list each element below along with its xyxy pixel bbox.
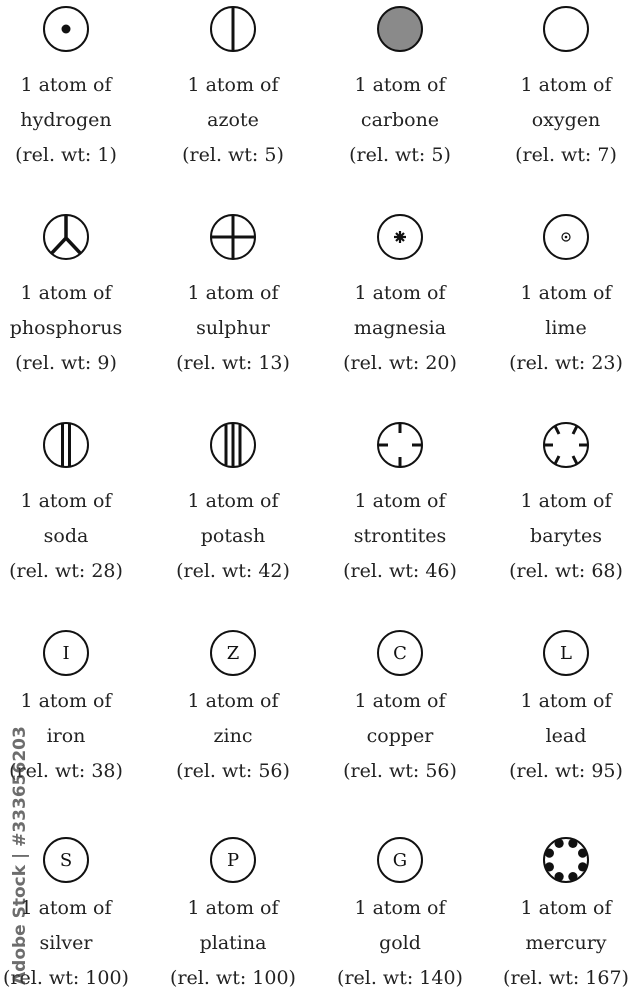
relative-weight: (rel. wt: 100) bbox=[3, 967, 129, 989]
element-name: strontites bbox=[353, 525, 447, 547]
relative-weight: (rel. wt: 56) bbox=[176, 760, 290, 782]
atom-label: 1 atom of bbox=[20, 690, 112, 712]
relative-weight: (rel. wt: 140) bbox=[337, 967, 463, 989]
atom-label: 1 atom of bbox=[20, 74, 112, 96]
element-carbone bbox=[321, 4, 479, 173]
element-soda bbox=[0, 420, 145, 589]
relative-weight: (rel. wt: 38) bbox=[9, 760, 123, 782]
element-name: magnesia bbox=[353, 317, 447, 339]
lead-symbol-icon bbox=[541, 628, 591, 678]
azote-symbol-icon bbox=[208, 4, 258, 54]
element-barytes bbox=[487, 420, 632, 589]
relative-weight: (rel. wt: 56) bbox=[343, 760, 457, 782]
element-name: phosphorus bbox=[9, 317, 123, 339]
element-gold bbox=[321, 835, 479, 996]
element-phosphorus bbox=[0, 212, 145, 381]
iron-symbol-icon bbox=[41, 628, 91, 678]
relative-weight: (rel. wt: 100) bbox=[170, 967, 296, 989]
element-name: carbone bbox=[360, 109, 440, 131]
atom-label: 1 atom of bbox=[520, 282, 612, 304]
element-platina bbox=[154, 835, 312, 996]
relative-weight: (rel. wt: 28) bbox=[9, 560, 123, 582]
atom-label: 1 atom of bbox=[354, 74, 446, 96]
relative-weight: (rel. wt: 1) bbox=[15, 144, 117, 166]
svg-text:Z: Z bbox=[226, 643, 240, 664]
relative-weight: (rel. wt: 95) bbox=[509, 760, 623, 782]
element-name: barytes bbox=[530, 525, 602, 547]
element-zinc bbox=[154, 628, 312, 789]
element-name: sulphur bbox=[196, 317, 270, 339]
element-name: copper bbox=[366, 725, 434, 747]
platina-symbol-icon bbox=[208, 835, 258, 885]
atom-label: 1 atom of bbox=[20, 897, 112, 919]
hydrogen-symbol-icon bbox=[41, 4, 91, 54]
phosphorus-symbol-icon bbox=[41, 212, 91, 262]
oxygen-symbol-icon bbox=[541, 4, 591, 54]
element-magnesia bbox=[321, 212, 479, 381]
element-name: azote bbox=[207, 109, 259, 131]
strontites-symbol-icon bbox=[375, 420, 425, 470]
lime-symbol-icon bbox=[541, 212, 591, 262]
atom-label: 1 atom of bbox=[20, 282, 112, 304]
atom-label: 1 atom of bbox=[520, 490, 612, 512]
atom-label: 1 atom of bbox=[187, 490, 279, 512]
atom-label: 1 atom of bbox=[354, 490, 446, 512]
element-name: iron bbox=[46, 725, 86, 747]
carbone-symbol-icon bbox=[375, 4, 425, 54]
element-potash bbox=[154, 420, 312, 589]
atom-label: 1 atom of bbox=[187, 74, 279, 96]
element-name: oxygen bbox=[531, 109, 601, 131]
relative-weight: (rel. wt: 7) bbox=[515, 144, 617, 166]
element-sulphur bbox=[154, 212, 312, 381]
element-name: lime bbox=[545, 317, 587, 339]
silver-symbol-icon bbox=[41, 835, 91, 885]
element-name: silver bbox=[39, 932, 93, 954]
atom-label: 1 atom of bbox=[187, 282, 279, 304]
copper-symbol-icon bbox=[375, 628, 425, 678]
relative-weight: (rel. wt: 5) bbox=[182, 144, 284, 166]
svg-text:L: L bbox=[560, 643, 572, 664]
atom-label: 1 atom of bbox=[520, 74, 612, 96]
element-name: zinc bbox=[213, 725, 253, 747]
svg-text:C: C bbox=[393, 643, 407, 664]
svg-text:P: P bbox=[226, 850, 240, 871]
relative-weight: (rel. wt: 5) bbox=[349, 144, 451, 166]
element-name: gold bbox=[379, 932, 421, 954]
relative-weight: (rel. wt: 167) bbox=[503, 967, 629, 989]
gold-symbol-icon bbox=[375, 835, 425, 885]
element-azote bbox=[154, 4, 312, 173]
barytes-symbol-icon bbox=[541, 420, 591, 470]
magnesia-symbol-icon bbox=[375, 212, 425, 262]
svg-text:G: G bbox=[392, 850, 408, 871]
atom-label: 1 atom of bbox=[187, 690, 279, 712]
element-mercury bbox=[487, 835, 632, 996]
relative-weight: (rel. wt: 68) bbox=[509, 560, 623, 582]
element-lime bbox=[487, 212, 632, 381]
element-copper bbox=[321, 628, 479, 789]
atom-label: 1 atom of bbox=[354, 897, 446, 919]
atom-label: 1 atom of bbox=[354, 690, 446, 712]
atom-label: 1 atom of bbox=[187, 897, 279, 919]
relative-weight: (rel. wt: 20) bbox=[343, 352, 457, 374]
element-lead bbox=[487, 628, 632, 789]
mercury-symbol-icon bbox=[541, 835, 591, 885]
svg-text:I: I bbox=[62, 643, 70, 664]
sulphur-symbol-icon bbox=[208, 212, 258, 262]
potash-symbol-icon bbox=[208, 420, 258, 470]
element-oxygen bbox=[487, 4, 632, 173]
relative-weight: (rel. wt: 42) bbox=[176, 560, 290, 582]
watermark: Adobe Stock | #333656203 bbox=[10, 726, 30, 985]
atom-label: 1 atom of bbox=[20, 490, 112, 512]
element-name: soda bbox=[43, 525, 89, 547]
element-name: platina bbox=[199, 932, 267, 954]
atom-label: 1 atom of bbox=[520, 690, 612, 712]
soda-symbol-icon bbox=[41, 420, 91, 470]
element-name: potash bbox=[200, 525, 266, 547]
relative-weight: (rel. wt: 23) bbox=[509, 352, 623, 374]
relative-weight: (rel. wt: 13) bbox=[176, 352, 290, 374]
element-name: hydrogen bbox=[20, 109, 112, 131]
relative-weight: (rel. wt: 9) bbox=[15, 352, 117, 374]
element-name: mercury bbox=[525, 932, 607, 954]
element-hydrogen bbox=[0, 4, 145, 173]
svg-text:S: S bbox=[59, 850, 73, 871]
zinc-symbol-icon bbox=[208, 628, 258, 678]
element-name: lead bbox=[545, 725, 587, 747]
atom-label: 1 atom of bbox=[520, 897, 612, 919]
atom-label: 1 atom of bbox=[354, 282, 446, 304]
element-strontites bbox=[321, 420, 479, 589]
relative-weight: (rel. wt: 46) bbox=[343, 560, 457, 582]
